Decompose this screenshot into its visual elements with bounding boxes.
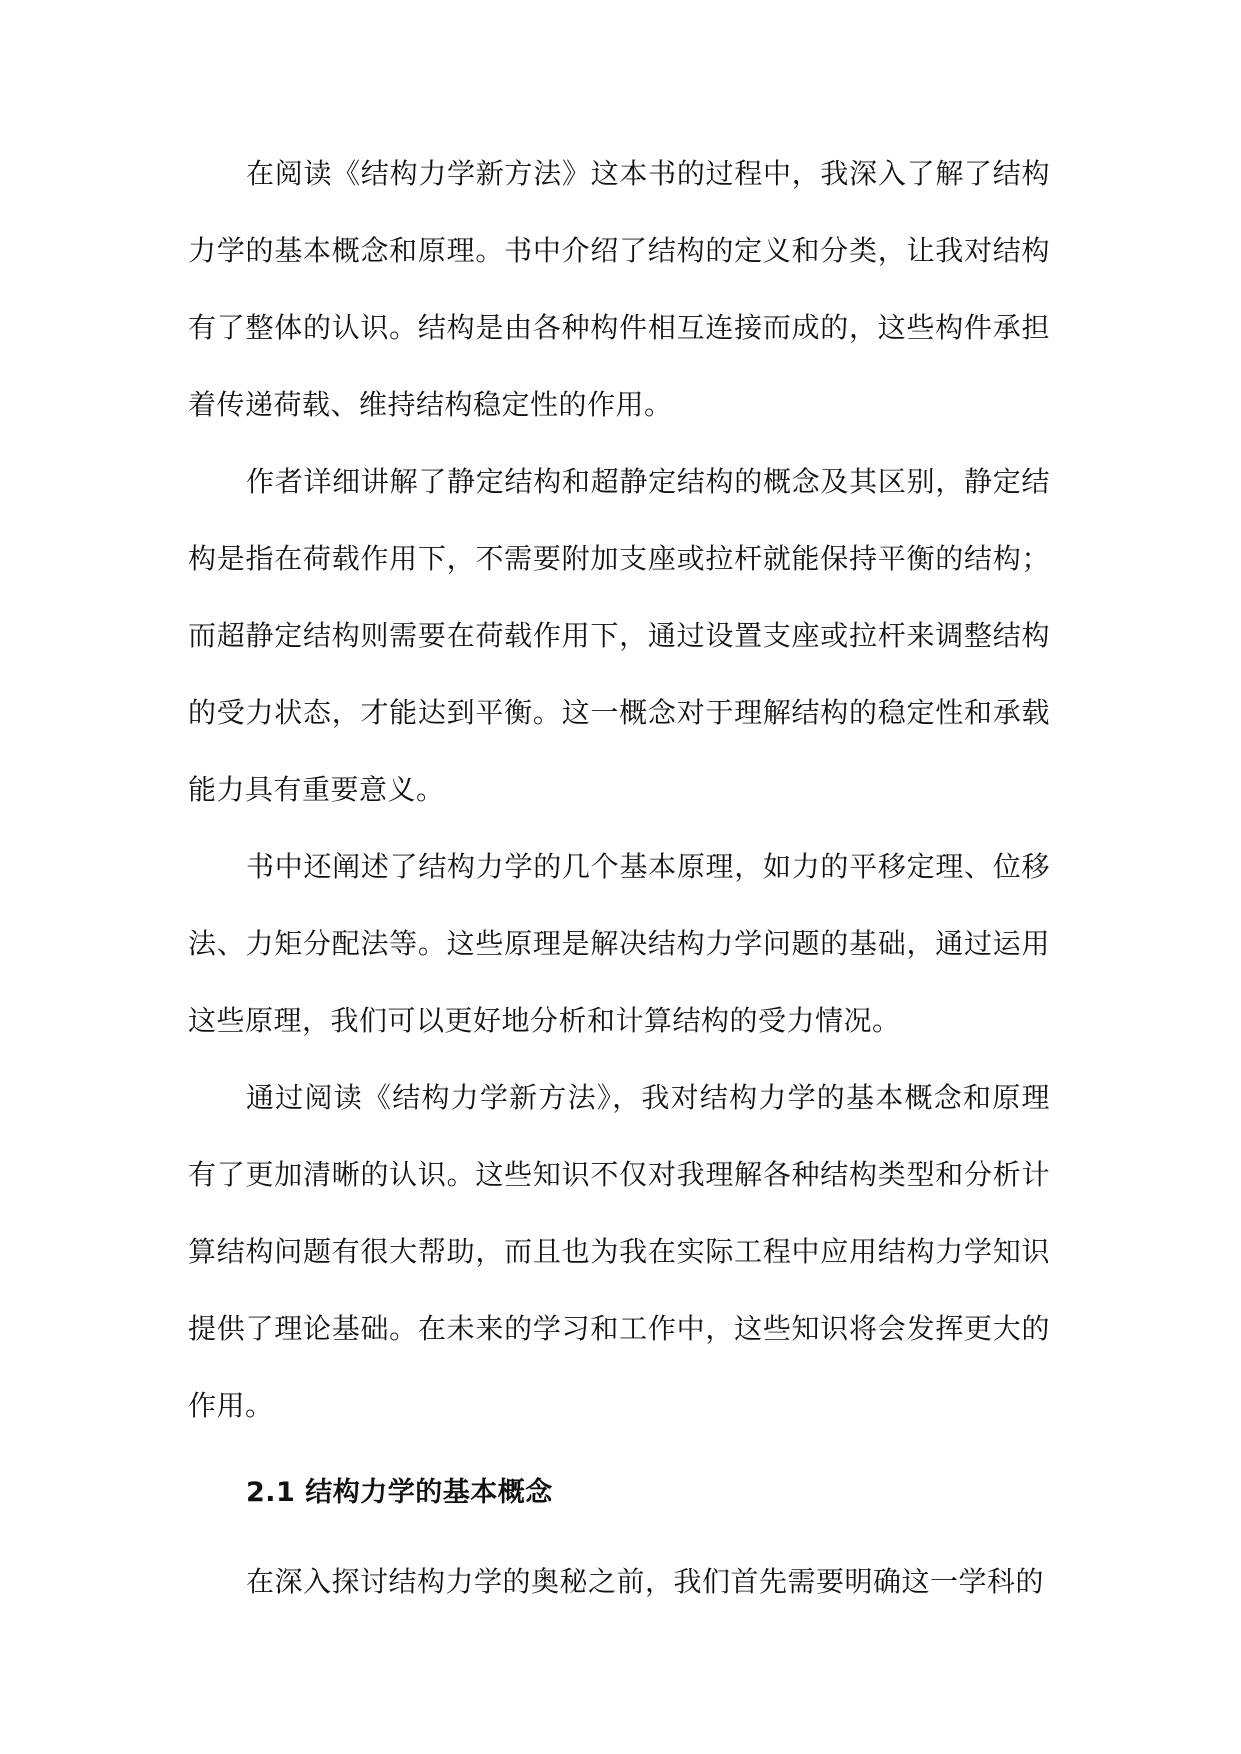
body-text-block <box>188 1543 1050 1620</box>
section-heading: 2.1 结构力学的基本概念 <box>246 1477 553 1508</box>
paragraph: 在深入探讨结构力学的奥秘之前，我们首先需要明确这一学科的 <box>246 1565 1045 1598</box>
body-text-block <box>188 135 1050 1444</box>
paragraph: 通过阅读《结构力学新方法》，我对结构力学的基本概念和原理有了更加清晰的认识。这些知识不仅对我理解各种结构类型和分析计算结构问题有很大帮助，而且也为我在实际工程中应用结构力学知识提供了理论基础。在未来的学习和工作中，这些知识将会发挥更大的作用。 <box>188 1081 1050 1422</box>
paragraph: 作者详细讲解了静定结构和超静定结构的概念及其区别，静定结构是指在荷载作用下，不需要附加支座或拉杆就能保持平衡的结构；而超静定结构则需要在荷载作用下，通过设置支座或拉杆来调整结构的受力状态，才能达到平衡。这一概念对于理解结构的稳定性和承载能力具有重要意义。 <box>188 465 1050 806</box>
paragraph: 书中还阐述了结构力学的几个基本原理，如力的平移定理、位移法、力矩分配法等。这些原理是解决结构力学问题的基础，通过运用这些原理，我们可以更好地分析和计算结构的受力情况。 <box>188 850 1050 1037</box>
paragraph: 在阅读《结构力学新方法》这本书的过程中，我深入了解了结构力学的基本概念和原理。书中介绍了结构的定义和分类，让我对结构有了整体的认识。结构是由各种构件相互连接而成的，这些构件承担着传递荷载、维持结构稳定性的作用。 <box>188 157 1050 421</box>
